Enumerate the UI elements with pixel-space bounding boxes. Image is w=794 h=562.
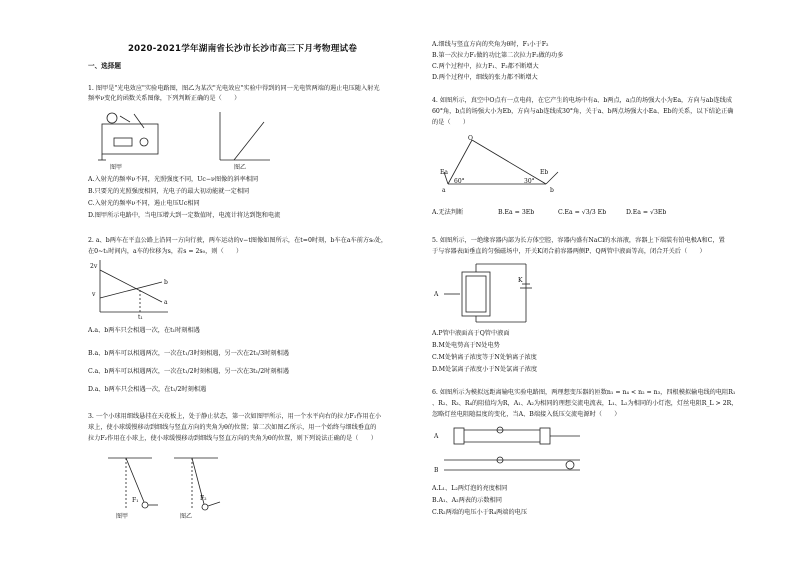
- q4-angle-b: 30°: [524, 178, 535, 185]
- q6-circuit-figure: [440, 424, 590, 474]
- q2-label-t1: t₁: [138, 314, 143, 321]
- q2-vt-graph: [92, 258, 172, 320]
- q1-option-c: C.入射光的频率ν不同，遏止电压Uc相同: [88, 200, 200, 207]
- q4-label-o: O: [468, 135, 473, 142]
- q5-stem-line2: 于与容器表面垂直的匀强磁场中，开关K闭合前容器两侧P、Q两管中液面等高，闭合开关后（ ）: [432, 248, 706, 255]
- q1-option-d: D.图甲所示电路中，当电压增大到一定数值时，电流计将达到饱和电流: [88, 212, 281, 219]
- q2-option-b: B.a、b两车可以相遇两次，一次在t₁/3时刻相遇，另一次在2t₁/3时刻相遇: [88, 350, 289, 357]
- q6-option-c: C.R₂两端的电压小于R₄两端的电压: [432, 509, 528, 516]
- q5-option-a: A.P管中液面高于Q管中液面: [432, 330, 510, 337]
- q5-stem-line1: 5. 如图所示，一绝缘容器内部为长方体空腔，容器内盛有NaCl的水溶液，容器上下端装有铂电极A和C，置: [432, 237, 725, 244]
- q3-stem-line2: 球上，使小球缓慢移动到细线与竖直方向的夹角为θ的位置；第二次如图乙所示，用一个始终与细线垂直的: [88, 424, 377, 431]
- q4-stem-line2: 60°角，b点的场强大小为Eb，方向与ab连线成30°角，关于a、b两点场强大小Ea、Eb的关系，以下结论正确: [432, 108, 734, 115]
- q5-label-a: A: [434, 291, 439, 298]
- q1-circuit-figure: [90, 108, 180, 166]
- q1-option-a: A.入射光的频率ν不同，光照强度不同，Uc−ν图像的斜率相同: [88, 176, 259, 183]
- q1-option-b: B.只要光的光照强度相同，光电子的最大初动能就一定相同: [88, 188, 250, 195]
- q5-option-d: D.M处氯离子浓度小于N处氯离子浓度: [432, 366, 538, 373]
- q6-stem-line2: 、R₂、R₃、R₄的阻值均为R，A₁、A₂为相同的理想交流电流表，L₁、L₂为相同的小灯泡，灯丝电阻R_L > 2R，: [432, 400, 738, 407]
- paper-title: 2020-2021学年湖南省长沙市长沙市高三下月考物理试卷: [128, 44, 358, 54]
- q6-label-b: B: [434, 467, 439, 474]
- q4-option-c: C.Ea = √3/3 Eb: [558, 209, 607, 216]
- q4-option-a: A.无法判断: [432, 209, 464, 216]
- q4-label-ea: Ea: [440, 169, 448, 176]
- q6-label-a: A: [434, 433, 439, 440]
- q2-label-v: v: [92, 291, 96, 298]
- q2-stem-line1: 2. a、b两车在平直公路上沿同一方向行驶，两车运动的v−t图像如图所示，在t=0时刻，b车在a车前方s₀处，: [88, 237, 388, 244]
- q3-stem-line3: 拉力F₂作用在小球上，使小球缓慢移动到细线与竖直方向的夹角为θ的位置，则下列说法正确的是（ ）: [88, 435, 377, 442]
- q4-option-d: D.Ea = √3Eb: [626, 209, 667, 216]
- q3-stem-line1: 3. 一个小球用细线悬挂在天花板上，处于静止状态，第一次如图甲所示，用一个水平向右的拉力F₁作用在小: [88, 413, 382, 420]
- q6-option-b: B.A₁、A₂两表的示数相同: [432, 497, 502, 504]
- q5-option-b: B.M处电势高于N处电势: [432, 342, 500, 349]
- q6-stem-line1: 6. 如图所示为模拟远距离输电实验电路图，两理想变压器的匝数n₁ = n₄ < n₂ = n₃，四根模拟输电线的电阻R₁: [432, 389, 736, 396]
- q1-stem-line2: 频率ν变化的函数关系图像，下列判断正确的是（ ）: [88, 95, 241, 102]
- q3-label-f1: F₁: [132, 497, 139, 504]
- q2-option-a: A.a、b两车只会相遇一次，在t₁时刻相遇: [88, 327, 200, 334]
- q1-stem-line1: 1. 图甲是"光电效应"实验电路图，图乙为某次"光电效应"实验中得到的同一光电管两端的遏止电压随入射光: [88, 85, 380, 92]
- q3-fig-right-caption: 图乙: [180, 513, 193, 520]
- q3-option-c: C.两个过程中，拉力F₁、F₂都不断增大: [432, 63, 539, 70]
- q3-label-f2: F₂: [200, 495, 207, 502]
- q3-figure-b: [168, 454, 228, 520]
- q4-label-a: a: [442, 187, 446, 194]
- q2-label-b: b: [164, 279, 168, 286]
- q5-figure: [436, 262, 546, 326]
- q6-stem-line3: 忽略灯丝电阻随温度的变化，当A、B端接入低压交流电源时（ ）: [432, 411, 621, 418]
- q4-option-b: B.Ea = 3Eb: [498, 209, 535, 216]
- q4-stem-line3: 的是（ ）: [432, 119, 470, 126]
- q4-stem-line1: 4. 如图所示，真空中O点有一点电荷，在它产生的电场中有a、b两点，a点的场强大小为Ea，方向与ab连线成: [432, 97, 733, 104]
- q1-fig-right-caption: 图乙: [234, 164, 247, 171]
- q5-option-c: C.M处钠离子浓度等于N处钠离子浓度: [432, 354, 537, 361]
- q5-label-k: K: [518, 277, 523, 284]
- q3-fig-left-caption: 图甲: [116, 513, 129, 520]
- q3-option-b: B.第一次拉力F₁做的功比第二次拉力F₂做的功多: [432, 52, 564, 59]
- section-heading: 一、选择题: [88, 62, 121, 70]
- q3-option-a: A.细线与竖直方向的夹角为θ时，F₁小于F₂: [432, 41, 549, 48]
- q1-graph-figure: [212, 108, 272, 166]
- q2-label-a: a: [164, 299, 168, 306]
- q2-option-d: D.a、b两车只会相遇一次，在t₁/2时刻相遇: [88, 386, 207, 393]
- q2-stem-line2: 在0~t₁时间内，a车的位移为s，若s = 2s₀，则（ ）: [88, 248, 243, 255]
- q2-option-c: C.a、b两车可以相遇两次，一次在t₁/2时刻相遇，另一次在3t₁/2时刻相遇: [88, 368, 289, 375]
- q6-option-a: A.L₁、L₂两灯泡的亮度相同: [432, 485, 508, 492]
- q1-fig-left-caption: 图甲: [110, 164, 123, 171]
- q3-figure-a: [102, 454, 162, 520]
- q4-label-b: b: [550, 187, 554, 194]
- q3-option-d: D.两个过程中，细线的张力都不断增大: [432, 74, 538, 81]
- q4-angle-a: 60°: [454, 178, 465, 185]
- q4-label-eb: Eb: [540, 169, 549, 176]
- q2-label-2v: 2v: [90, 263, 98, 270]
